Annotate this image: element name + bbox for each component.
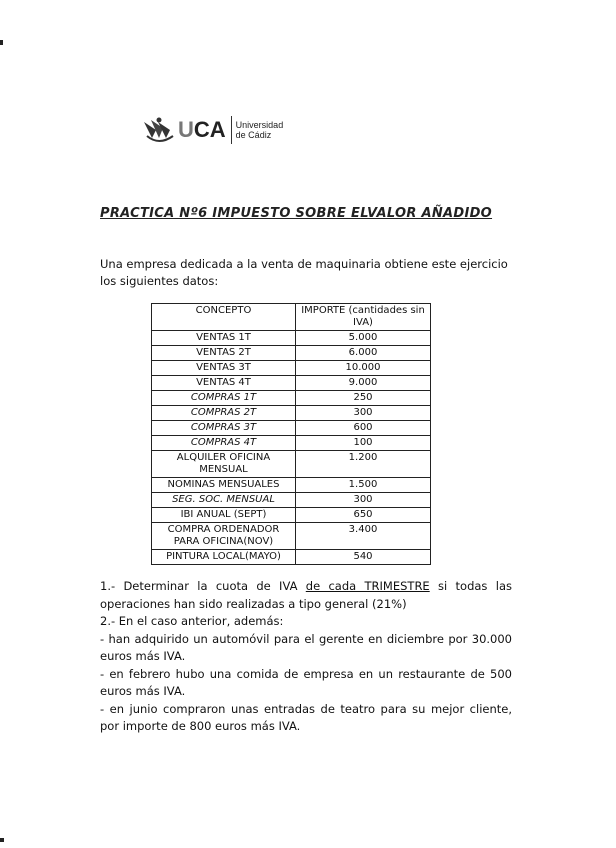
concept-cell: COMPRAS 1T: [152, 391, 296, 406]
question-1-emphasis: de cada TRIMESTRE: [305, 579, 430, 593]
amount-cell: 250: [296, 391, 431, 406]
question-1: [100, 578, 512, 613]
concept-cell: ALQUILER OFICINA MENSUAL: [152, 451, 296, 478]
questions-section: [100, 578, 512, 736]
concept-cell: IBI ANUAL (SEPT): [152, 508, 296, 523]
question-2-item-3: - en junio compraron unas entradas de teatro para su mejor cliente, por importe de 800 euros más IVA.: [100, 701, 512, 733]
amount-cell: 100: [296, 436, 431, 451]
concept-cell: COMPRAS 2T: [152, 406, 296, 421]
table-row: [152, 478, 431, 493]
logo-acronym: UCA: [178, 117, 226, 142]
amount-cell: 650: [296, 508, 431, 523]
table-row: [152, 331, 431, 346]
intro-paragraph: Una empresa dedicada a la venta de maquinaria obtiene este ejercicio los siguientes datos:: [100, 257, 508, 288]
logo-university-name: [236, 120, 284, 140]
table-row: [152, 406, 431, 421]
uca-emblem-icon: [142, 116, 176, 144]
header-importe: IMPORTE (cantidades sin IVA): [296, 304, 431, 331]
amount-cell: 1.500: [296, 478, 431, 493]
logo-separator: [231, 116, 232, 144]
concept-cell: VENTAS 2T: [152, 346, 296, 361]
question-1-text-c: si todas las operaciones han sido realizadas a tipo general (21%): [100, 579, 512, 611]
amount-cell: 1.200: [296, 451, 431, 478]
amount-cell: 9.000: [296, 376, 431, 391]
amount-cell: 300: [296, 406, 431, 421]
logo-line-1: Universidad: [235, 120, 284, 130]
concept-cell: COMPRAS 3T: [152, 421, 296, 436]
amount-cell: 10.000: [296, 361, 431, 376]
amount-cell: 600: [296, 421, 431, 436]
concept-cell: COMPRA ORDENADOR PARA OFICINA(NOV): [152, 523, 296, 550]
scan-mark-left: [0, 40, 3, 45]
concept-cell: VENTAS 3T: [152, 361, 296, 376]
concept-cell: PINTURA LOCAL(MAYO): [152, 550, 296, 565]
table-row: [152, 436, 431, 451]
question-2: 2.- En el caso anterior, además:: [100, 614, 284, 628]
table-row: [152, 493, 431, 508]
concept-cell: VENTAS 1T: [152, 331, 296, 346]
concept-cell: VENTAS 4T: [152, 376, 296, 391]
table-row: [152, 550, 431, 565]
amount-cell: 540: [296, 550, 431, 565]
concept-cell: NOMINAS MENSUALES: [152, 478, 296, 493]
data-table: [151, 303, 431, 565]
university-logo: [142, 116, 283, 144]
table-row: [152, 361, 431, 376]
table-row: [152, 376, 431, 391]
amount-cell: 6.000: [296, 346, 431, 361]
table-row: [152, 451, 431, 478]
table-header-row: [152, 304, 431, 331]
amount-cell: 300: [296, 493, 431, 508]
table-row: [152, 391, 431, 406]
question-2-item-1: - han adquirido un automóvil para el gerente en diciembre por 30.000 euros más IVA.: [100, 631, 512, 663]
table-row: [152, 421, 431, 436]
question-2-item-2: - en febrero hubo una comida de empresa en un restaurante de 500 euros más IVA.: [100, 666, 512, 698]
header-concepto: CONCEPTO: [152, 304, 296, 331]
logo-line-2: de Cádiz: [235, 130, 272, 140]
amount-cell: 3.400: [296, 523, 431, 550]
table-row: [152, 523, 431, 550]
table-row: [152, 508, 431, 523]
page-title: PRACTICA Nº6 IMPUESTO SOBRE ELVALOR AÑADIDO: [100, 206, 493, 221]
scan-mark-bottom-left: [0, 838, 4, 842]
table-row: [152, 346, 431, 361]
concept-cell: SEG. SOC. MENSUAL: [152, 493, 296, 508]
question-1-text-a: 1.- Determinar la cuota de IVA: [100, 579, 306, 593]
amount-cell: 5.000: [296, 331, 431, 346]
concept-cell: COMPRAS 4T: [152, 436, 296, 451]
